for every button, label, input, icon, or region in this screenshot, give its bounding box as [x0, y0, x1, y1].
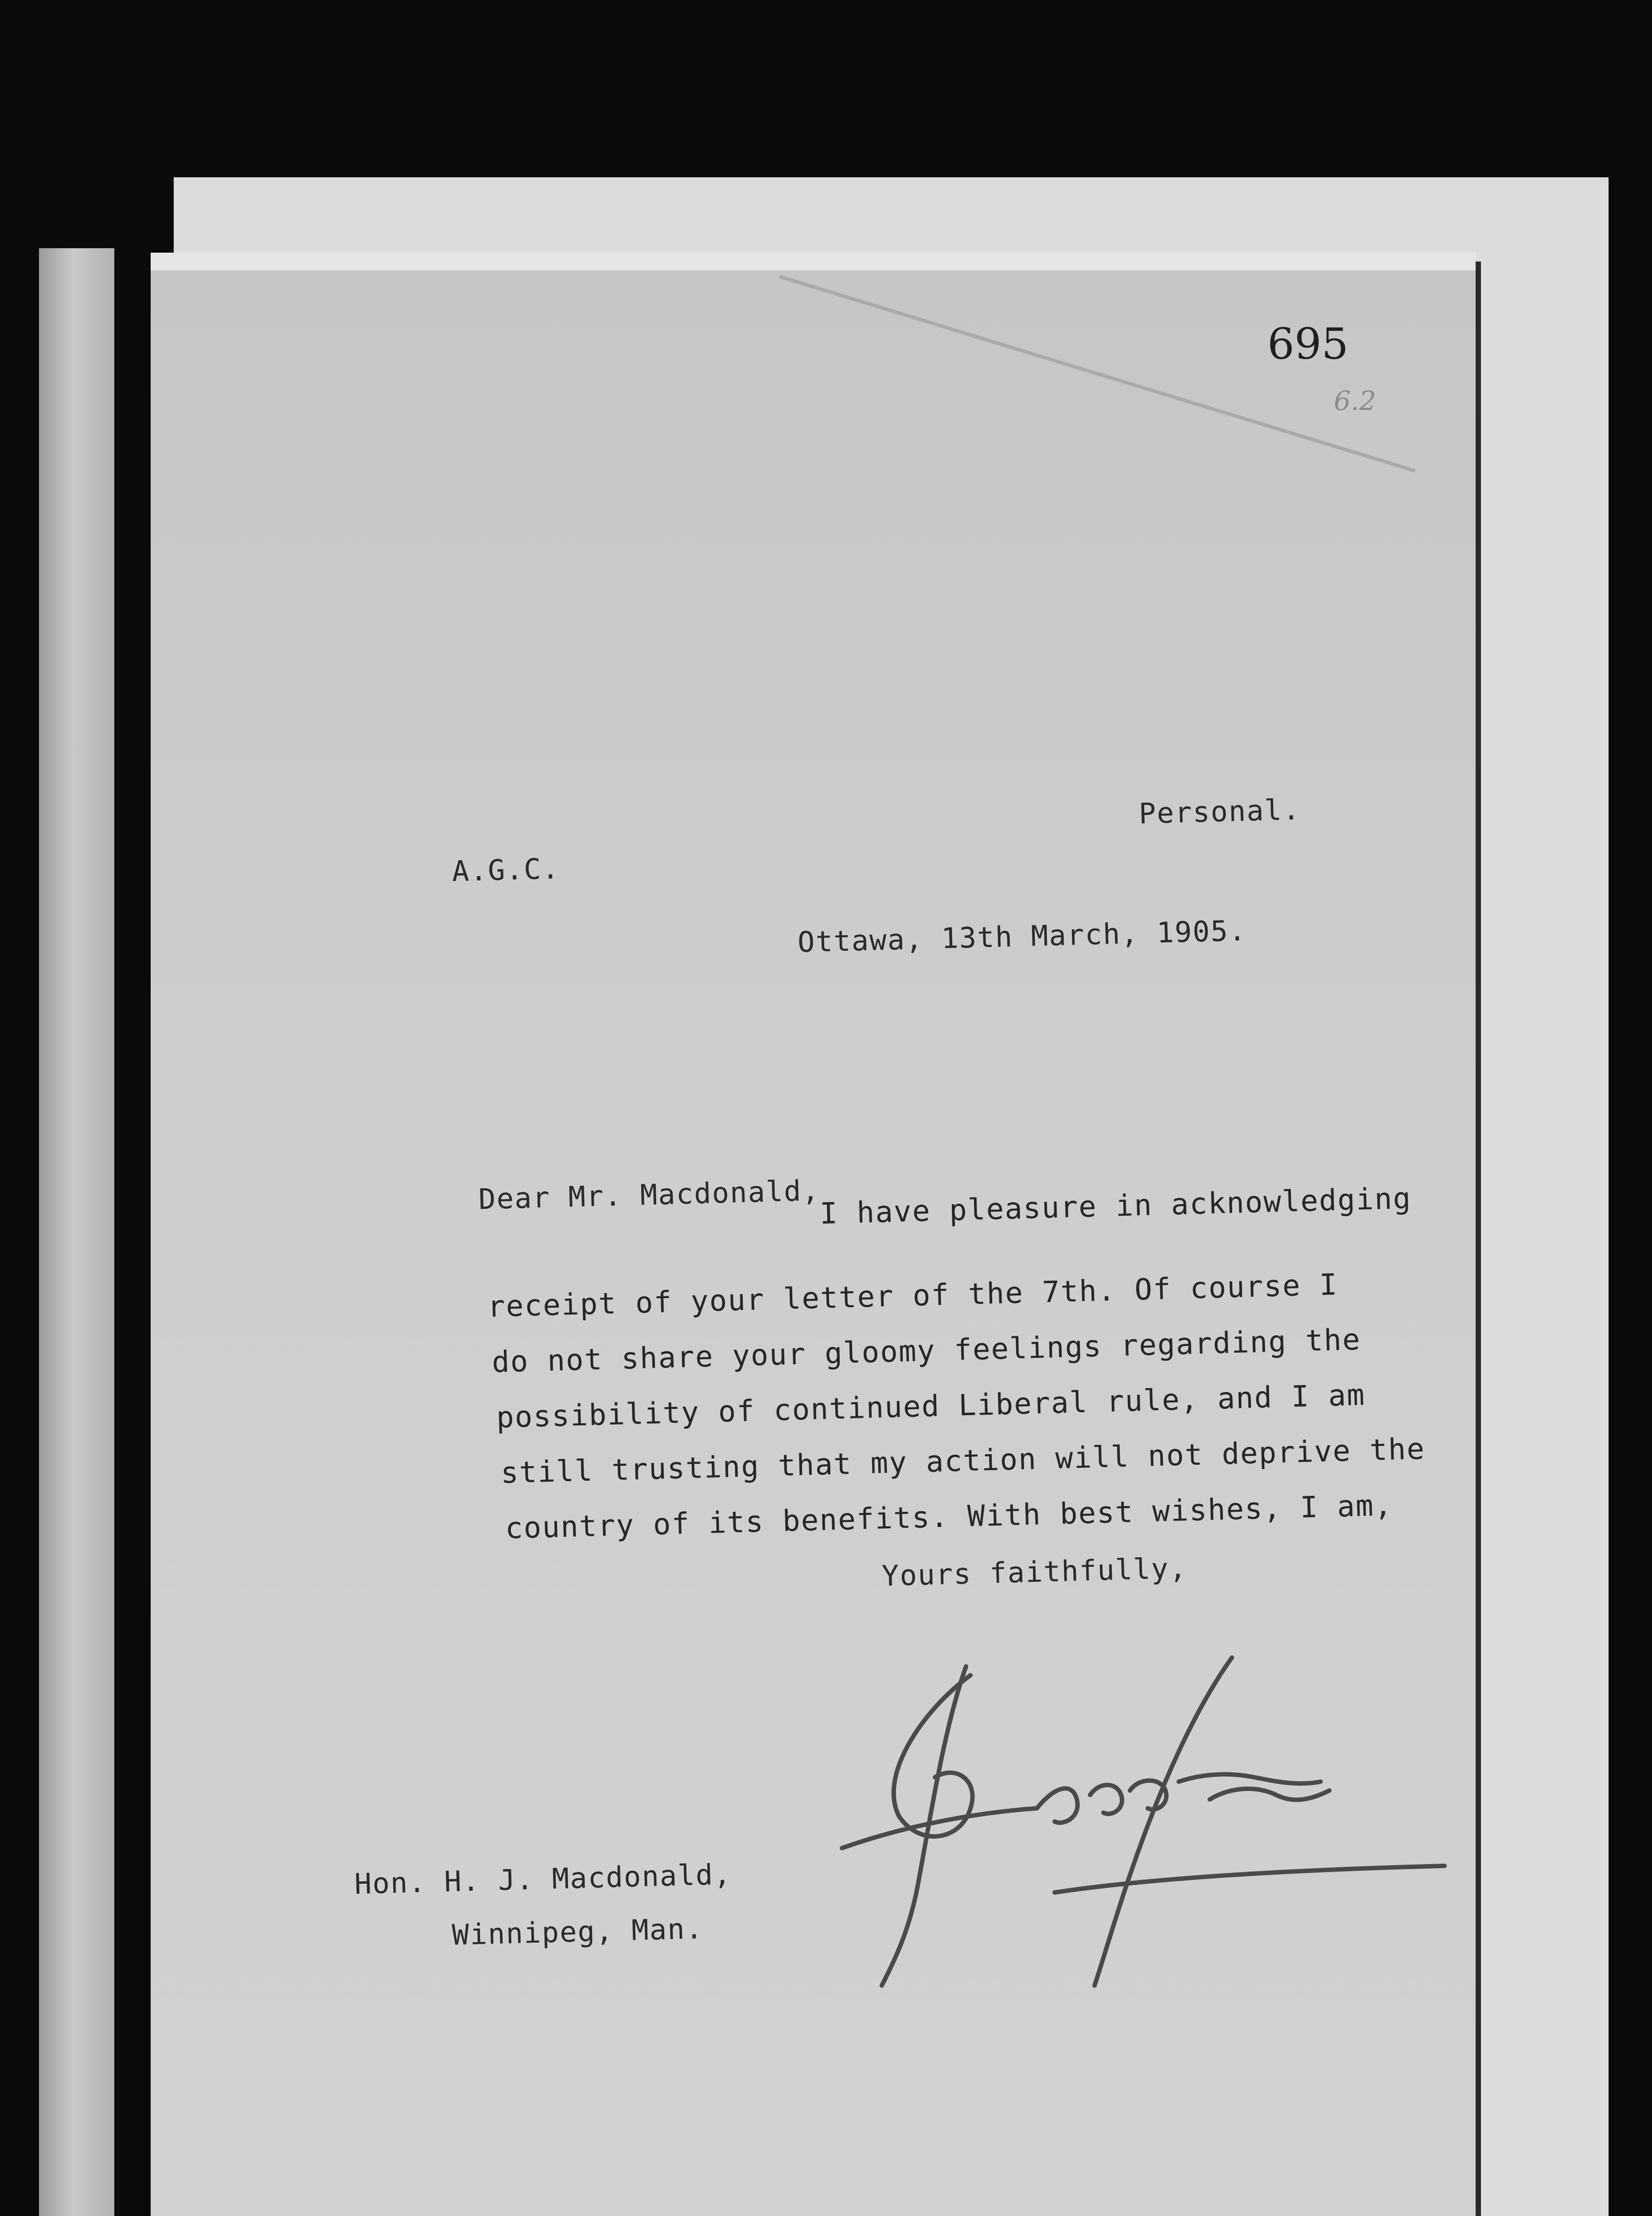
salutation: Dear Mr. Macdonald, — [478, 1174, 820, 1216]
body-line-6: country of its benefits. With best wishes, I am, — [504, 1488, 1393, 1545]
recipient-name: Hon. H. J. Macdonald, — [354, 1858, 732, 1901]
place-date: Ottawa, 13th March, 1905. — [797, 914, 1247, 959]
body-line-1: I have pleasure in acknowledging — [819, 1181, 1412, 1231]
body-line-3: do not share your gloomy feelings regarding the — [491, 1322, 1361, 1379]
top-fold — [151, 253, 1476, 270]
left-paper-edge — [39, 248, 114, 2216]
body-line-4: possibility of continued Liberal rule, and I am — [495, 1377, 1366, 1435]
closing: Yours faithfully, — [881, 1552, 1188, 1593]
handwritten-signature — [789, 1640, 1453, 2003]
page-number: 695 — [1267, 319, 1349, 369]
body-line-2: receipt of your letter of the 7th. Of course I — [487, 1267, 1339, 1324]
initials: A.G.C. — [452, 852, 561, 888]
pencil-annotation: 6.2 — [1334, 386, 1376, 417]
recipient-city: Winnipeg, Man. — [452, 1912, 704, 1952]
classification-label: Personal. — [1138, 793, 1301, 831]
body-line-5: still trusting that my action will not deprive the — [500, 1432, 1426, 1490]
